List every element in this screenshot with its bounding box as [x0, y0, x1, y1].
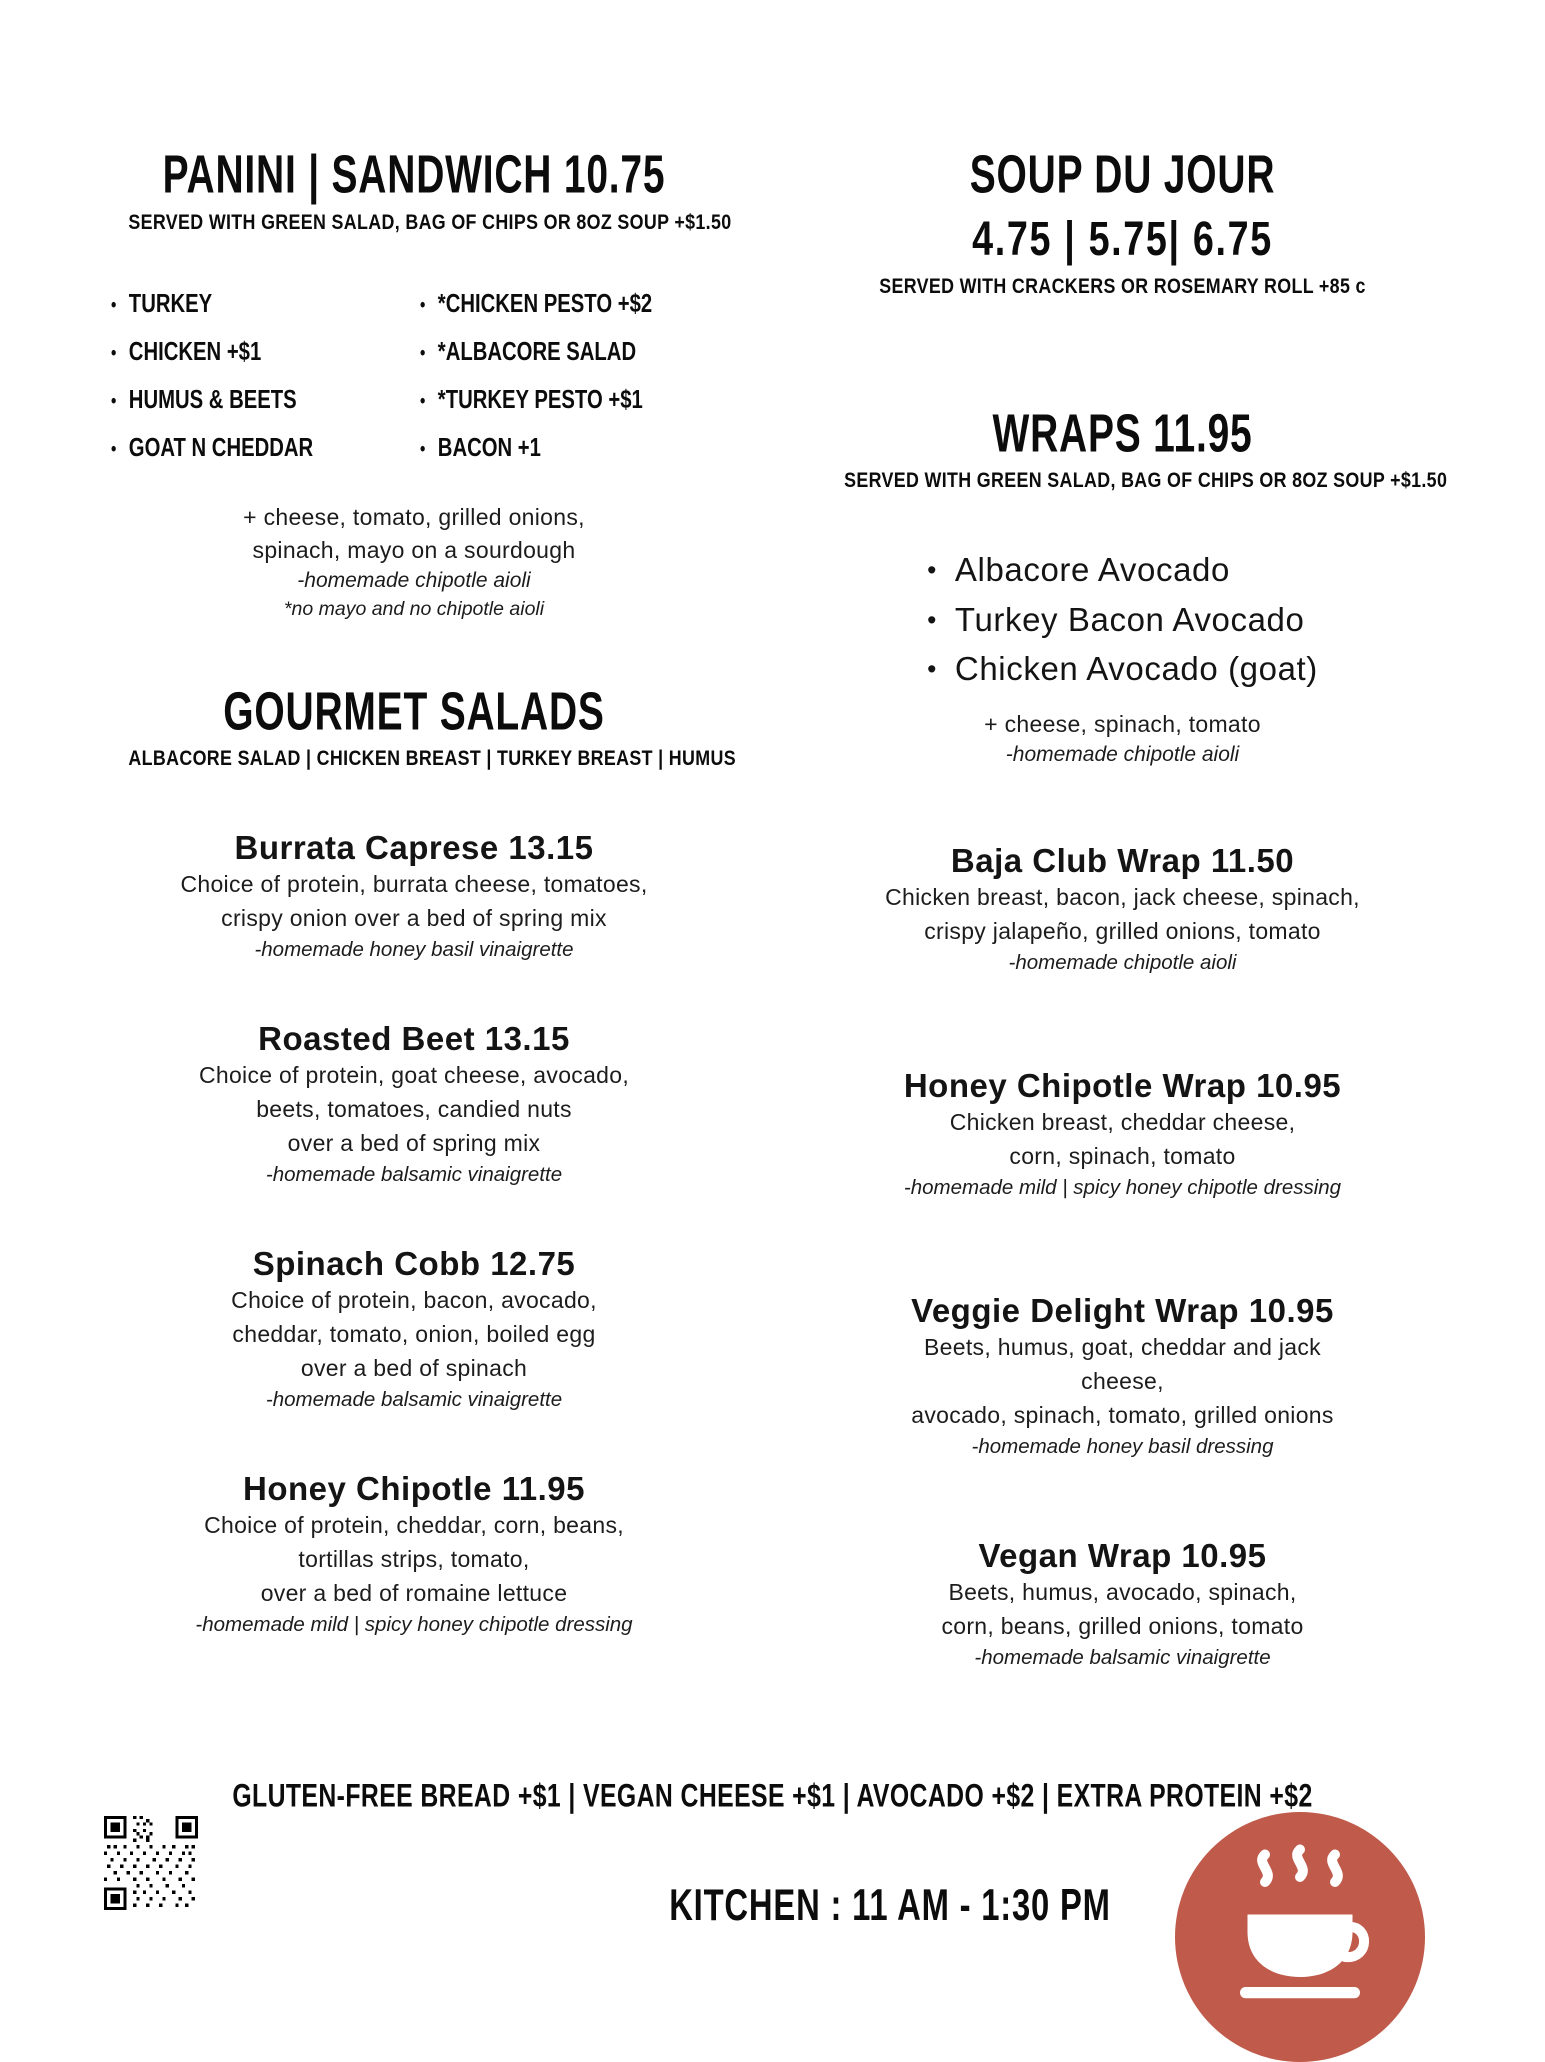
- wraps-section-title: WRAPS 11.95: [992, 402, 1253, 463]
- panini-no-mayo-note: *no mayo and no chipotle aioli: [283, 597, 545, 620]
- soup-prices: 4.75 | 5.75| 6.75: [972, 210, 1273, 265]
- salad-desc-line: Choice of protein, cheddar, corn, beans,: [204, 1512, 624, 1539]
- left-column: [78, 143, 750, 1637]
- menu-item: • *TURKEY PESTO +$1: [420, 375, 652, 423]
- salad-desc-line: over a bed of spinach: [300, 1355, 528, 1382]
- wrap-entry: [795, 1067, 1450, 1200]
- right-column: [795, 143, 1450, 1670]
- menu-item: • *ALBACORE SALAD: [420, 327, 652, 375]
- panini-note-line: spinach, mayo on a sourdough: [252, 536, 576, 563]
- salad-dressing: -homemade balsamic vinaigrette: [265, 1163, 563, 1187]
- salad-desc-line: beets, tomatoes, candied nuts: [256, 1096, 572, 1123]
- menu-item: • GOAT N CHEDDAR: [111, 423, 313, 471]
- salad-desc-line: tortillas strips, tomato,: [298, 1546, 530, 1573]
- wraps-note-line: + cheese, spinach, tomato: [984, 710, 1261, 737]
- wrap-name: Honey Chipotle Wrap 10.95: [903, 1066, 1342, 1104]
- wrap-name: Baja Club Wrap 11.50: [950, 841, 1295, 879]
- wraps-options: [927, 545, 1318, 694]
- wrap-desc-line: corn, spinach, tomato: [1009, 1142, 1236, 1169]
- salad-desc-line: over a bed of spring mix: [287, 1130, 541, 1157]
- panini-note: [78, 501, 750, 566]
- qr-code: [104, 1816, 198, 1910]
- menu-item: • HUMUS & BEETS: [111, 375, 313, 423]
- salad-entry: [78, 829, 750, 962]
- wrap-dressing: -homemade honey basil dressing: [971, 1434, 1274, 1458]
- salad-entry: [78, 1020, 750, 1187]
- wrap-desc-line: crispy jalapeño, grilled onions, tomato: [924, 917, 1321, 944]
- panini-section-subtitle: SERVED WITH GREEN SALAD, BAG OF CHIPS OR 8OZ SOUP +$1.50: [128, 210, 732, 234]
- panini-options-column-2: [420, 279, 718, 471]
- wraps-section-subtitle: SERVED WITH GREEN SALAD, BAG OF CHIPS OR 8OZ SOUP +$1.50: [844, 469, 1448, 492]
- wrap-dressing: -homemade chipotle aioli: [1008, 950, 1237, 974]
- panini-aioli-note: -homemade chipotle aioli: [297, 569, 531, 593]
- panini-note-line: + cheese, tomato, grilled onions,: [243, 503, 585, 530]
- wraps-aioli-note: -homemade chipotle aioli: [1005, 743, 1240, 767]
- salads-section-title: GOURMET SALADS: [223, 680, 605, 741]
- salad-desc-line: Choice of protein, burrata cheese, tomatoes,: [180, 871, 648, 898]
- panini-section-title: PANINI | SANDWICH 10.75: [162, 143, 666, 205]
- salad-name: Roasted Beet 13.15: [258, 1020, 570, 1058]
- salad-name: Honey Chipotle 11.95: [243, 1470, 585, 1508]
- menu-item: • Albacore Avocado: [927, 545, 1318, 595]
- salad-dressing: -homemade balsamic vinaigrette: [265, 1388, 563, 1412]
- menu-item: • Chicken Avocado (goat): [927, 644, 1318, 694]
- addons-line: GLUTEN-FREE BREAD +$1 | VEGAN CHEESE +$1 | AVOCADO +$2 | EXTRA PROTEIN +$2: [232, 1777, 1313, 1814]
- salads-section-subtitle: ALBACORE SALAD | CHICKEN BREAST | TURKEY BREAST | HUMUS: [128, 747, 736, 771]
- salad-desc-line: cheddar, tomato, onion, boiled egg: [232, 1321, 596, 1348]
- panini-options-column-1: [111, 279, 370, 471]
- menu-item: • CHICKEN +$1: [111, 327, 313, 375]
- salad-entry: [78, 1245, 750, 1412]
- wrap-desc-line: avocado, spinach, tomato, grilled onions: [911, 1401, 1334, 1428]
- salad-dressing: -homemade honey basil vinaigrette: [254, 938, 574, 962]
- wrap-desc-line: Beets, humus, goat, cheddar and jack: [924, 1333, 1321, 1360]
- wrap-desc-line: cheese,: [1081, 1367, 1164, 1394]
- wrap-name: Vegan Wrap 10.95: [978, 1536, 1267, 1574]
- wrap-entry: [795, 842, 1450, 975]
- wrap-dressing: -homemade balsamic vinaigrette: [974, 1645, 1271, 1669]
- wrap-desc-line: corn, beans, grilled onions, tomato: [941, 1612, 1304, 1639]
- wrap-desc-line: Chicken breast, cheddar cheese,: [949, 1108, 1296, 1135]
- salad-entry: [78, 1470, 750, 1637]
- menu-item: • Turkey Bacon Avocado: [927, 595, 1318, 645]
- salad-desc-line: crispy onion over a bed of spring mix: [221, 905, 607, 932]
- wrap-dressing: -homemade mild | spicy honey chipotle dressing: [903, 1175, 1342, 1199]
- coffee-badge: [1175, 1812, 1425, 2062]
- salad-dressing: -homemade mild | spicy honey chipotle dressing: [195, 1613, 633, 1637]
- wraps-notes: [795, 708, 1450, 770]
- salad-name: Spinach Cobb 12.75: [252, 1245, 576, 1283]
- panini-options: [78, 279, 750, 471]
- wrap-desc-line: Chicken breast, bacon, jack cheese, spinach,: [885, 883, 1360, 910]
- kitchen-hours: KITCHEN : 11 AM - 1:30 PM: [669, 1880, 1111, 1930]
- wrap-name: Veggie Delight Wrap 10.95: [911, 1291, 1334, 1329]
- salad-desc-line: over a bed of romaine lettuce: [260, 1580, 568, 1607]
- menu-item: • *CHICKEN PESTO +$2: [420, 279, 652, 327]
- salad-desc-line: Choice of protein, goat cheese, avocado,: [198, 1062, 630, 1089]
- wrap-desc-line: Beets, humus, avocado, spinach,: [948, 1578, 1297, 1605]
- wrap-entry: [795, 1537, 1450, 1670]
- wrap-entry: [795, 1292, 1450, 1459]
- salad-desc-line: Choice of protein, bacon, avocado,: [231, 1287, 597, 1314]
- menu-item: • BACON +1: [420, 423, 652, 471]
- soup-section-subtitle: SERVED WITH CRACKERS OR ROSEMARY ROLL +85 c: [879, 274, 1366, 298]
- menu-item: • TURKEY: [111, 279, 313, 327]
- soup-section-title: SOUP DU JOUR: [969, 143, 1276, 205]
- salad-name: Burrata Caprese 13.15: [234, 829, 594, 867]
